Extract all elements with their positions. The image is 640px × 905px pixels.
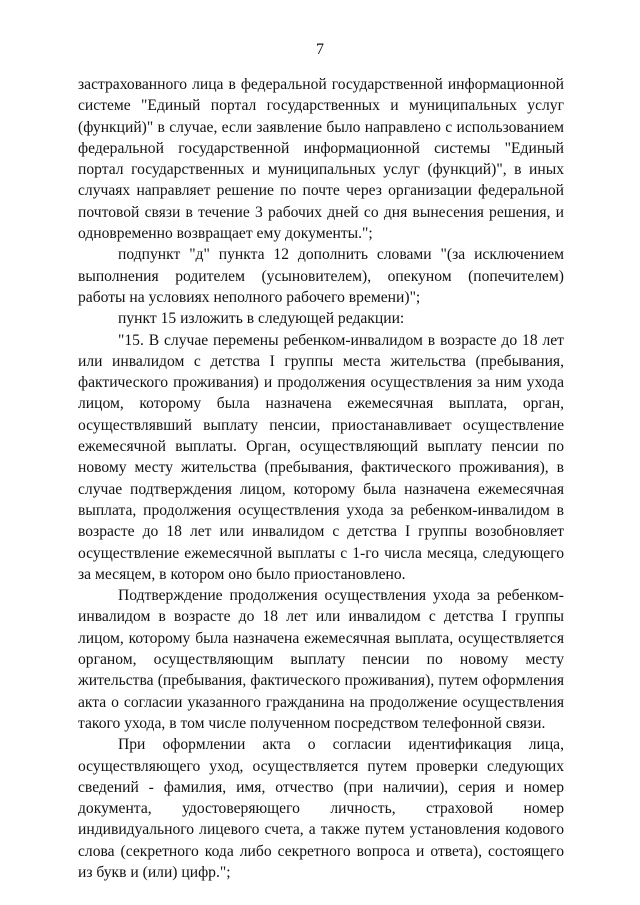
paragraph-2: подпункт "д" пункта 12 дополнить словами "(за исключением выполнения родителем (усыновителем), опекуном (попечителем) работы на условиях неполного рабочего времени)";	[78, 246, 564, 306]
page-number: 7	[316, 41, 324, 58]
document-body	[78, 74, 564, 883]
paragraph-1: застрахованного лица в федеральной государственной информационной системе "Единый портал государственных и муниципальных услуг (функций)" в случае, если заявление было направлено с использованием федеральной государственной информационной системы "Единый портал государственных и муниципальных услуг (функций)", в иных случаях направляет решение по почте через организации федеральной почтовой связи в течение 3 рабочих дней со дня вынесения решения, и одновременно возвращает ему документы.";	[78, 76, 564, 243]
paragraph-6: При оформлении акта о согласии идентификация лица, осуществляющего уход, осуществляется путем проверки следующих сведений - фамилия, имя, отчество (при наличии), серия и номер документа, удостоверяющего личность, страховой номер индивидуального лицевого счета, а также путем установления кодового слова (секретного кода либо секретного вопроса и ответа), состоящего из букв и (или) цифр.";	[78, 736, 564, 881]
paragraph-4: "15. В случае перемены ребенком-инвалидом в возрасте до 18 лет или инвалидом с детства I группы места жительства (пребывания, фактического проживания) и продолжения осуществления за ним ухода лицом, которому была назначена ежемесячная выплата, орган, осуществлявший выплату пенсии, приостанавливает осуществление ежемесячной выплаты. Орган, осуществляющий выплату пенсии по новому месту жительства (пребывания, фактического проживания), в случае подтверждения лицом, которому была назначена ежемесячная выплата, продолжения осуществления ухода за ребенком-инвалидом в возрасте до 18 лет или инвалидом с детства I группы возобновляет осуществление ежемесячной выплаты с 1-го числа месяца, следующего за месяцем, в котором оно было приостановлено.	[78, 331, 564, 583]
paragraph-3: пункт 15 изложить в следующей редакции:	[118, 310, 405, 328]
paragraph-5: Подтверждение продолжения осуществления ухода за ребенком-инвалидом в возрасте до 18 лет или инвалидом с детства I группы лицом, которому была назначена ежемесячная выплата, осуществляется органом, осуществляющим выплату пенсии по новому месту жительства (пребывания, фактического проживания), путем оформления акта о согласии указанного гражданина на продолжение осуществления такого ухода, в том числе полученном посредством телефонной связи.	[78, 587, 564, 732]
